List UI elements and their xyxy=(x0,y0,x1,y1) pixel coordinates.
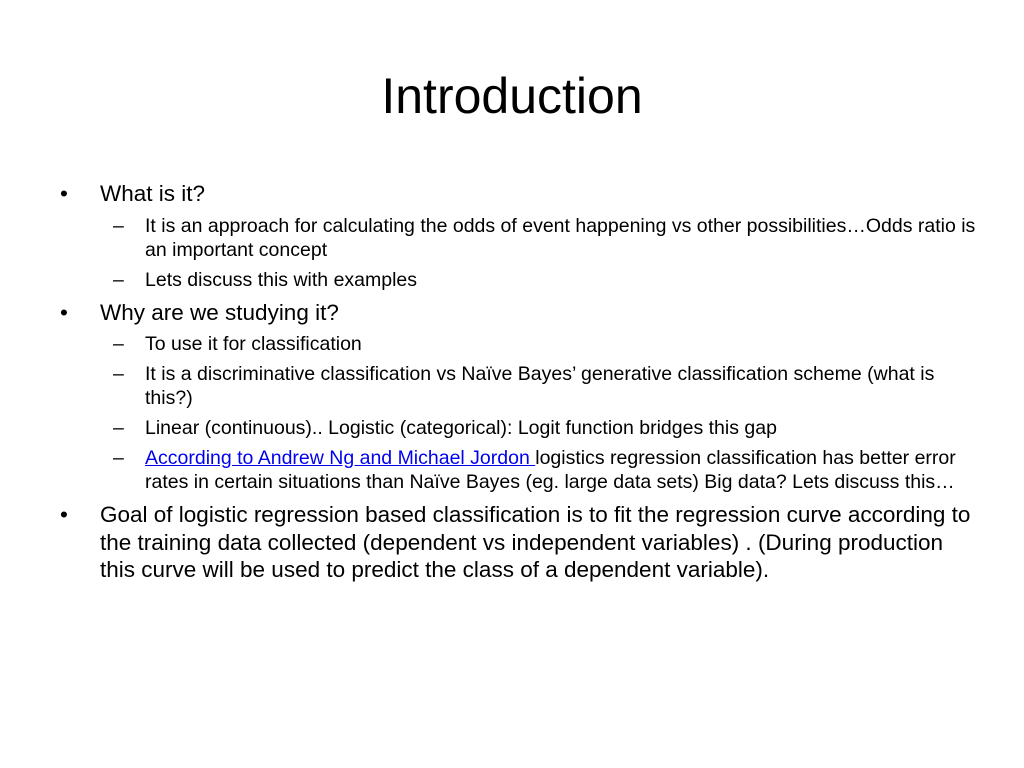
sub-bullet-odds-approach xyxy=(58,214,978,262)
bullet-marker: • xyxy=(60,299,68,325)
bullet-text: Goal of logistic regression based classification is to fit the regression curve according to the training data collected (dependent vs independent variables) . (During production this curve will be used to predict the class of a dependent variable). xyxy=(100,502,971,582)
sub-bullet-text: To use it for classification xyxy=(145,333,362,355)
bullet-marker: • xyxy=(60,502,68,527)
slide-body xyxy=(58,180,978,584)
bullet-why-studying xyxy=(58,299,978,327)
sub-bullet-classification xyxy=(58,332,978,356)
dash-marker: – xyxy=(113,417,124,439)
sub-bullet-ng-jordon xyxy=(58,446,978,494)
bullet-text: Why are we studying it? xyxy=(100,299,339,325)
bullet-goal xyxy=(58,501,978,584)
sub-bullet-discriminative xyxy=(58,362,978,410)
slide-title: Introduction xyxy=(381,68,643,124)
dash-marker: – xyxy=(113,268,124,291)
sub-bullet-text: Linear (continuous).. Logistic (categorical): Logit function bridges this gap xyxy=(145,417,777,439)
dash-marker: – xyxy=(113,447,124,469)
sub-bullet-text: Lets discuss this with examples xyxy=(145,268,418,291)
bullet-marker: • xyxy=(60,181,68,206)
sub-bullet-text: It is an approach for calculating the odds of event happening vs other possibilities…Odds ratio is an important concept xyxy=(145,214,976,261)
sub-bullet-text: It is a discriminative classification vs Naïve Bayes’ generative classification scheme (what is this?) xyxy=(145,363,935,409)
sub-bullet-examples xyxy=(58,268,978,292)
sub-bullet-logit xyxy=(58,416,978,440)
dash-marker: – xyxy=(113,333,124,355)
bullet-text: What is it? xyxy=(100,181,206,206)
dash-marker: – xyxy=(113,363,124,385)
sub-bullet-text: logistics regression classification has better error rates in certain situations than Naïve Bayes (eg. large data sets) Big data? Lets discuss this… xyxy=(145,447,956,493)
bullet-what-is-it xyxy=(58,180,978,208)
dash-marker: – xyxy=(113,214,124,237)
ng-jordon-link[interactable]: According to Andrew Ng and Michael Jordon xyxy=(145,447,536,469)
